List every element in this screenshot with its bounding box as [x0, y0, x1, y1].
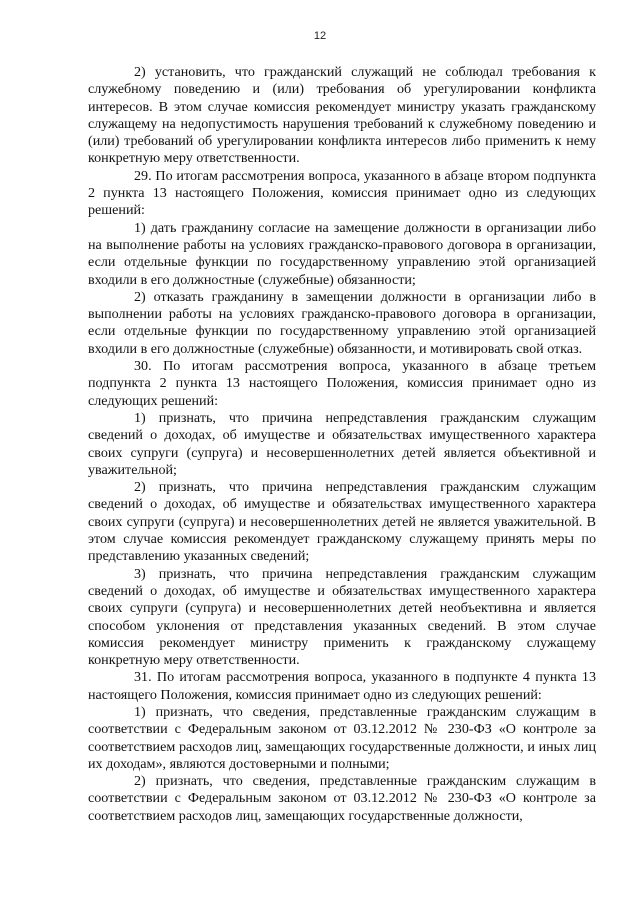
document-body — [88, 64, 596, 825]
paragraph-30: 30. По итогам рассмотрения вопроса, указанного в абзаце третьем подпункта 2 пункта 13 настоящего Положения, комиссия принимает одно из следующих решений: — [88, 358, 596, 409]
paragraph-29: 29. По итогам рассмотрения вопроса, указанного в абзаце втором подпункта 2 пункта 13 настоящего Положения, комиссия принимает одно из следующих решений: — [88, 167, 596, 219]
paragraph-item-2-violation: 2) установить, что гражданский служащий не соблюдал требования к служебному поведению и (или) требования об урегулировании конфликта интересов. В этом случае комиссия рекомендует министру указать гражданскому служащему на недопустимость нарушения требований к служебному поведению и (или) требований об урегулировании конфликта интересов либо применить к нему конкретную меру ответственности. — [88, 64, 596, 167]
paragraph-31-item-2: 2) признать, что сведения, представленные гражданским служащим в соответствии с Федеральным законом от 03.12.2012 № 230-ФЗ «О контроле за соответствием расходов лиц, замещающих государственные должности, — [88, 773, 596, 824]
paragraph-29-item-1: 1) дать гражданину согласие на замещение должности в организации либо на выполнение работы на условиях гражданско-правового договора в организации, если отдельные функции по государственному управлению этой организацией входили в его должностные (служебные) обязанности; — [88, 219, 596, 288]
paragraph-31-item-1: 1) признать, что сведения, представленные гражданским служащим в соответствии с Федеральным законом от 03.12.2012 № 230-ФЗ «О контроле за соответствием расходов лиц, замещающих государственные должности, и иных лиц их доходам», являются достоверными и полными; — [88, 703, 596, 772]
paragraph-30-item-2: 2) признать, что причина непредставления гражданским служащим сведений о доходах, об имуществе и обязательствах имущественного характера своих супруги (супруга) и несовершеннолетних детей не является уважительной. В этом случае комиссия рекомендует гражданскому служащему принять меры по представлению указанных сведений; — [88, 479, 596, 565]
page-number: 12 — [313, 30, 327, 42]
paragraph-30-item-3: 3) признать, что причина непредставления гражданским служащим сведений о доходах, об имуществе и обязательствах имущественного характера своих супруги (супруга) и несовершеннолетних детей необъективна и является способом уклонения от представления указанных сведений. В этом случае комиссия рекомендует министру применить к гражданскому служащему конкретную меру ответственности. — [88, 565, 596, 669]
paragraph-31: 31. По итогам рассмотрения вопроса, указанного в подпункте 4 пункта 13 настоящего Положения, комиссия принимает одно из следующих решений: — [88, 669, 596, 703]
paragraph-30-item-1: 1) признать, что причина непредставления гражданским служащим сведений о доходах, об имуществе и обязательствах имущественного характера своих супруги (супруга) и несовершеннолетних детей является объективной и уважительной; — [88, 409, 596, 478]
paragraph-29-item-2: 2) отказать гражданину в замещении должности в организации либо в выполнении работы на условиях гражданско-правового договора в организации, если отдельные функции по государственному управлению этой организацией входили в его должностные (служебные) обязанности, и мотивировать свой отказ. — [88, 288, 596, 357]
